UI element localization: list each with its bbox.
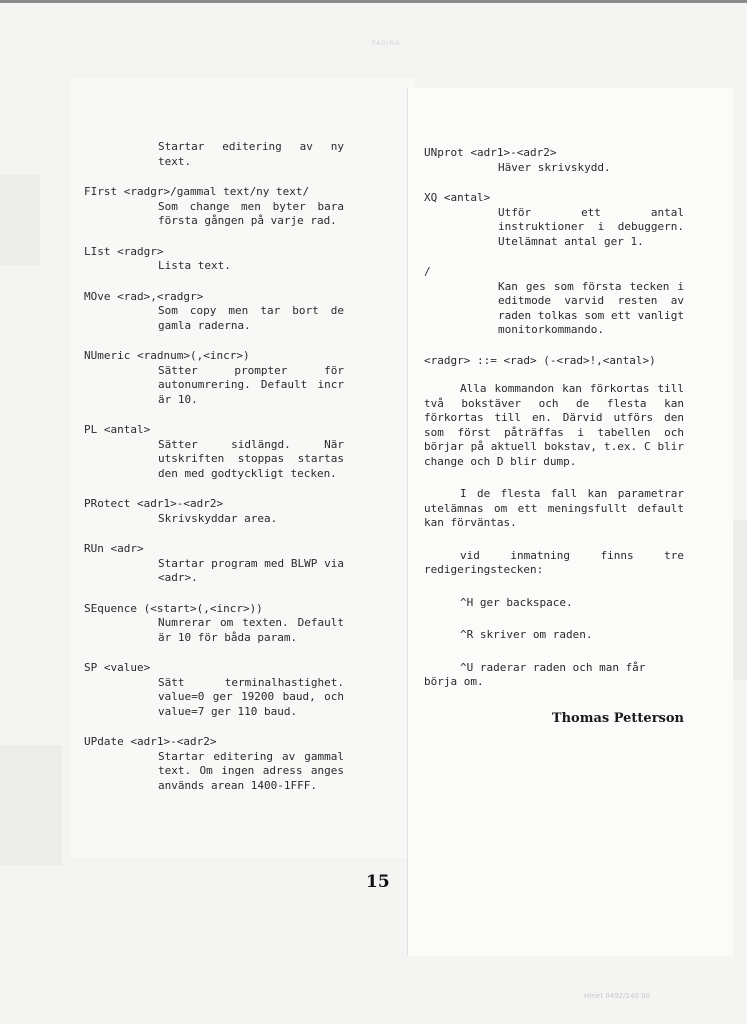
intro-entry	[84, 140, 344, 169]
key-ctrl-h: ^H ger backspace.	[460, 595, 573, 609]
scan-top-edge	[0, 0, 747, 3]
command-syntax: PRotect <adr1>-<adr2>	[84, 497, 224, 510]
command-syntax: SP <value>	[84, 661, 151, 674]
command-description: Häver skrivskydd.	[498, 160, 611, 174]
command-description: Sätt terminalhastighet. value=0 ger 19200 baud, och value=7 ger 110 baud.	[158, 675, 344, 718]
command-entry-update	[84, 735, 344, 793]
command-syntax: SEquence (<start>(,<incr>))	[84, 601, 263, 615]
left-column	[84, 140, 344, 809]
author-signature: Thomas Petterson	[551, 710, 684, 726]
scan-stamp: Hiriet 0492/140 00	[584, 992, 650, 1000]
command-description: Skrivskyddar area.	[158, 511, 278, 525]
command-description: Numrerar om texten. Default är 10 för båda param.	[158, 616, 344, 644]
command-description: Sätter sidlängd. När utskriften stoppas startas den med godtyckligt tecken.	[158, 437, 344, 480]
command-entry-move	[84, 290, 344, 334]
command-description: Sätter prompter för autonumrering. Default incr är 10.	[158, 363, 344, 406]
command-entry-sp	[84, 661, 344, 719]
command-description: Utför ett antal instruktioner i debuggern. Utelämnat antal ger 1.	[498, 205, 684, 248]
key-ctrl-u: ^U raderar raden och man får börja om.	[424, 660, 646, 688]
command-description: Som copy men tar bort de gamla raderna.	[158, 304, 344, 332]
abbreviation-paragraph: Alla kommandon kan förkortas till två bokstäver och de flesta kan förkortas till en. Därvid utförs den som först påträffas i tabellen och börjar på aktuell bokstav, t.ex. C blir change och D blir dump.	[424, 382, 684, 468]
key-ctrl-r: ^R skriver om raden.	[460, 628, 593, 641]
scan-stain	[0, 745, 62, 865]
command-entry-list	[84, 245, 344, 274]
radgr-syntax: <radgr> ::= <rad> (-<rad>!,<antal>)	[424, 353, 656, 367]
command-entry-unprot	[424, 146, 684, 175]
command-entry-run	[84, 542, 344, 586]
command-description: Startar program med BLWP via <adr>.	[158, 556, 344, 584]
command-syntax: FIrst <radgr>/gammal text/ny text/	[84, 185, 310, 198]
command-syntax: RUn <adr>	[84, 542, 144, 555]
command-description: Lista text.	[158, 259, 231, 272]
command-description: Startar editering av gammal text. Om ingen adress anges används arean 1400-1FFF.	[158, 749, 344, 792]
command-description: Som change men byter bara första gången på varje rad.	[158, 199, 344, 227]
command-syntax: NUmeric <radnum>(,<incr>)	[84, 349, 250, 362]
command-syntax: /	[424, 265, 431, 278]
command-entry-pl	[84, 423, 344, 481]
command-syntax: LIst <radgr>	[84, 244, 164, 258]
command-description: Kan ges som första tecken i editmode varvid resten av raden tolkas som ett vanligt monitorkommando.	[498, 279, 684, 336]
command-entry-slash	[424, 265, 684, 338]
command-syntax: XQ <antal>	[424, 191, 491, 204]
scan-stain	[0, 175, 40, 265]
page-number: 15	[366, 872, 390, 892]
intro-text: Startar editering av ny text.	[158, 140, 344, 168]
command-entry-protect	[84, 497, 344, 526]
command-entry-xq	[424, 191, 684, 249]
default-paragraph: I de flesta fall kan parametrar utelämnas om ett meningsfullt default kan förväntas.	[424, 487, 684, 529]
command-entry-sequence	[84, 602, 344, 646]
right-column	[424, 146, 684, 726]
command-entry-first	[84, 185, 344, 229]
command-syntax: UNprot <adr1>-<adr2>	[424, 146, 557, 159]
command-entry-numeric	[84, 349, 344, 407]
top-mark: PAGINA	[372, 40, 401, 47]
command-syntax: UPdate <adr1>-<adr2>	[84, 735, 217, 748]
command-syntax: MOve <rad>,<radgr>	[84, 289, 204, 303]
command-syntax: PL <antal>	[84, 423, 151, 436]
edit-keys-intro: vid inmatning finns tre redigeringstecken:	[424, 548, 684, 576]
